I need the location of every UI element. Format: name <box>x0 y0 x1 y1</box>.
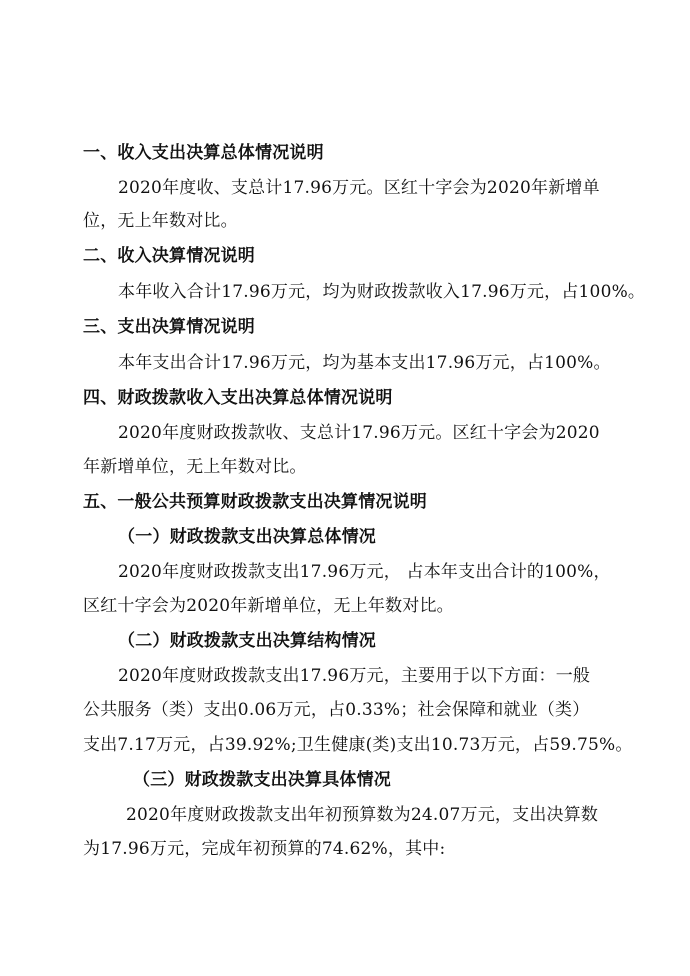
subsection-3-line-2: 为17.96万元，完成年初预算的74.62%，其中: <box>83 839 446 859</box>
section-1-line-1: 2020年度收、支总计17.96万元。区红十字会为2020年新增单 <box>118 178 600 198</box>
section-1-line-2: 位，无上年数对比。 <box>83 211 238 231</box>
subsection-1-heading: （一）财政拨款支出决算总体情况 <box>118 527 376 547</box>
subsection-2-line-1: 2020年度财政拨款支出17.96万元，主要用于以下方面：一般 <box>118 666 591 686</box>
subsection-1-line-1: 2020年度财政拨款支出17.96万元， 占本年支出合计的100%， <box>118 562 611 582</box>
section-3-heading: 三、支出决算情况说明 <box>83 317 255 337</box>
section-3-line-1: 本年支出合计17.96万元，均为基本支出17.96万元，占100%。 <box>118 353 611 373</box>
subsection-3-line-1: 2020年度财政拨款支出年初预算数为24.07万元，支出决算数 <box>126 805 599 825</box>
section-4-line-1: 2020年度财政拨款收、支总计17.96万元。区红十字会为2020 <box>118 423 600 443</box>
subsection-2-heading: （二）财政拨款支出决算结构情况 <box>118 631 376 651</box>
section-2-heading: 二、收入决算情况说明 <box>83 246 255 266</box>
section-5-heading: 五、一般公共预算财政拨款支出决算情况说明 <box>83 492 427 512</box>
subsection-2-line-2: 公共服务（类）支出0.06万元，占0.33%；社会保障和就业（类） <box>83 700 590 720</box>
subsection-3-heading: （三）财政拨款支出决算具体情况 <box>133 770 391 790</box>
section-4-heading: 四、财政拨款收入支出决算总体情况说明 <box>83 388 393 408</box>
section-4-line-2: 年新增单位，无上年数对比。 <box>83 457 307 477</box>
section-2-line-1: 本年收入合计17.96万元，均为财政拨款收入17.96万元，占100%。 <box>118 282 646 302</box>
section-1-heading: 一、收入支出决算总体情况说明 <box>83 143 324 163</box>
subsection-2-line-3: 支出7.17万元，占39.92%;卫生健康(类)支出10.73万元，占59.75%。 <box>83 735 633 755</box>
subsection-1-line-2: 区红十字会为2020年新增单位，无上年数对比。 <box>83 596 454 616</box>
